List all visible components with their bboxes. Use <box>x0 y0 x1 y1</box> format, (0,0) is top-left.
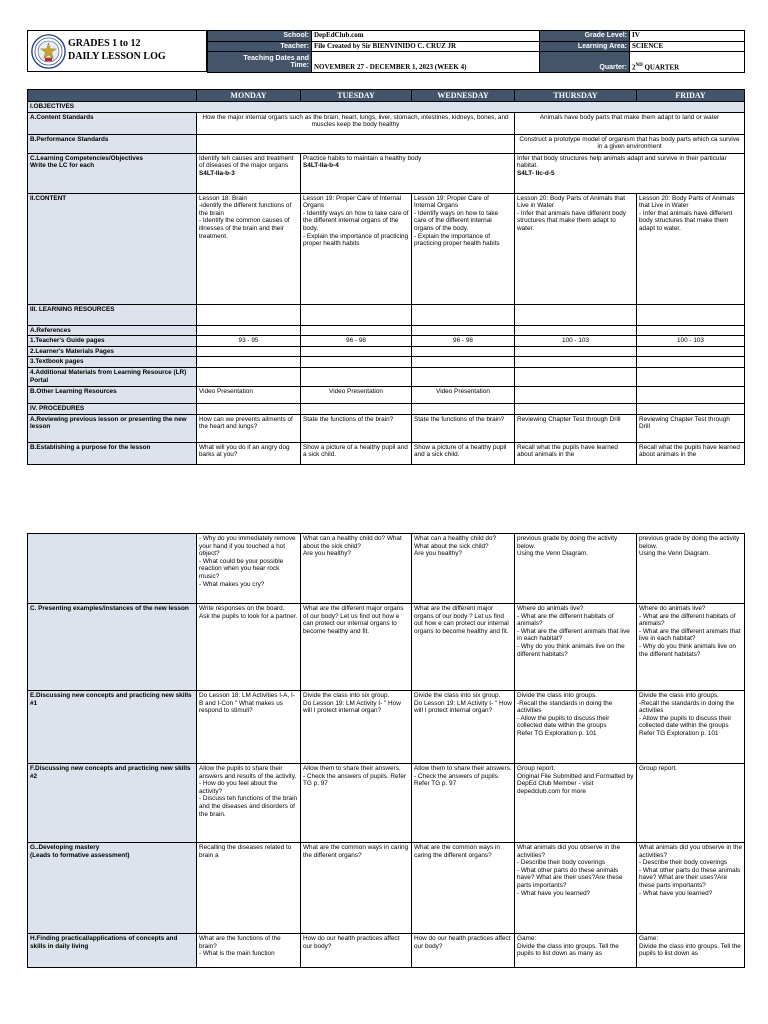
cell-empty <box>301 346 412 357</box>
row-label-textbook: 3.Textbook pages <box>28 357 197 368</box>
competencies-thu-fri-code: S4LT- IIc-d-5 <box>517 169 555 177</box>
discussing1-monday: Do Lesson 18: LM Activities I-A, I-B and I-Con " What makes us respond to stimuli? <box>197 691 301 764</box>
teaching-dates-label <box>208 52 312 73</box>
practical-monday: What are the functions of the brain? - What is the main function <box>197 934 301 968</box>
performance-standards-thu-fri: Construct a prototype model of organism that has body parts which ca survive in a given environment <box>515 134 745 153</box>
content-wednesday: Lesson 19: Proper Care of Internal Organs - Identify ways on how to take care of the different internal organs of the body. - Explain the importance of practicing proper health habits <box>412 193 515 304</box>
competencies-tue-wed <box>301 153 515 193</box>
learning-area-value: SCIENCE <box>630 41 745 52</box>
cell-empty <box>515 304 637 325</box>
tg-pages-wednesday: 96 - 98 <box>412 336 515 347</box>
row-label-references: A.References <box>28 325 197 336</box>
header-title-block <box>27 30 207 72</box>
cell-empty <box>197 357 301 368</box>
competencies-tue-wed-code: S4LT-IIa-b-4 <box>303 162 339 170</box>
reviewing-wednesday: State the functions of the brain? <box>412 414 515 442</box>
lesson-log-table-page1 <box>27 89 745 465</box>
learning-area-label: Learning Area: <box>540 41 630 52</box>
cell-empty <box>637 346 745 357</box>
teaching-dates-value: NOVEMBER 27 - DECEMBER 1, 2023 (WEEK 4) <box>312 52 540 73</box>
row-label-discussing-1: E.Discussing new concepts and practicing new skills #1 <box>28 691 197 764</box>
discussing2-monday: Allow the pupils to share their answers and results of the activity. - How do you feel about the activity? - Discuss teh functions of the brain and the diseases and disorders of the brain. <box>197 764 301 843</box>
content-standards-mon-wed: How the major internal organs such as the brain, heart, lungs, liver, stomach, intestines, kidneys, bones, and muscles keep the body healthy <box>197 112 515 134</box>
purpose-wednesday: Show a picture of a healthy pupil and a sick child. <box>412 442 515 464</box>
row-label-teachers-guide: 1.Teacher's Guide pages <box>28 336 197 347</box>
presenting-tuesday: What are the different major organs of our body? Let us find out how e can protect our internal organs to become healthy and fit. <box>301 604 412 691</box>
row-label-presenting-examples: C. Presenting examples/instances of the new lesson <box>28 604 197 691</box>
mastery-thursday: What animals did you observe in the activities? - Describe their body coverings - What other parts do these animals have? What are their uses?Are these parts importants? - What have you learned? <box>515 843 637 934</box>
row-label-reviewing: A.Reviewing previous lesson or presenting the new lesson <box>28 414 197 442</box>
mastery-monday: Recalling the diseases related to brain a <box>197 843 301 934</box>
content-monday: Lesson 18: Brain -identify the different functions of the brain - Identify the common causes of illnesses of the brain and their treatment. <box>197 193 301 304</box>
competencies-monday-text: Identify teh causes and treatment of diseases of the major organs <box>199 154 294 170</box>
purpose-cont-tuesday: What can a healthy child do? What about the sick child? Are you healthy? <box>301 534 412 604</box>
other-resources-tuesday: Video Presentation <box>301 386 412 403</box>
content-standards-thu-fri: Animals have body parts that make them adapt to land or water <box>515 112 745 134</box>
purpose-thursday: Recall what the pupils have learned about animals in the <box>515 442 637 464</box>
practical-thursday: Game: Divide the class into groups. Tell the pupils to list down as many as <box>515 934 637 968</box>
quarter-label: Quarter: <box>540 52 630 73</box>
row-label-practical-applications: H.Finding practical/applications of concepts and skills in daily living <box>28 934 197 968</box>
tg-pages-monday: 93 - 95 <box>197 336 301 347</box>
reviewing-thursday: Reviewing Chapter Test through Drill <box>515 414 637 442</box>
performance-standards-mon-wed <box>197 134 515 153</box>
competencies-thu-fri <box>515 153 745 193</box>
purpose-cont-friday: previous grade by doing the activity below. Using the Venn Diagram. <box>637 534 745 604</box>
day-header-friday: FRIDAY <box>637 90 745 102</box>
cell-empty <box>637 386 745 403</box>
content-thursday: Lesson 20: Body Parts of Animals that Live in Water - Infer that animals have different body structures that make them adapt to water. <box>515 193 637 304</box>
mastery-label-line2: (Leads to formative assessment) <box>30 851 130 859</box>
tg-pages-tuesday: 96 - 98 <box>301 336 412 347</box>
cell-empty <box>301 403 412 414</box>
cell-empty <box>515 325 637 336</box>
cell-empty <box>515 357 637 368</box>
quarter-word: QUARTER <box>642 63 680 71</box>
day-header-blank <box>28 90 197 102</box>
content-friday: Lesson 20: Body Parts of Animals that Live in Water - Infer that animals have different body structures that make them adapt to water. <box>637 193 745 304</box>
teacher-label: Teacher: <box>208 41 312 52</box>
cell-empty <box>197 403 301 414</box>
practical-friday: Game: Divide the class into groups. Tell the pupils to list down as <box>637 934 745 968</box>
discussing2-friday: Group report. <box>637 764 745 843</box>
school-label: School: <box>208 31 312 42</box>
discussing1-tuesday: Divide the class into six group. Do Lesson 19: LM Activity I- " How will I protect internal organ? <box>301 691 412 764</box>
discussing2-wednesday: Allow them to share their answers. - Check the answers of pupils. Refer TG p. 97 <box>412 764 515 843</box>
discussing2-thursday: Group report. Original File Submitted and Formatted by DepEd Club Member - visit depedclub.com for more <box>515 764 637 843</box>
row-label-content: II.CONTENT <box>28 193 197 304</box>
quarter-value <box>630 52 745 73</box>
row-label-content-standards: A.Content Standards <box>28 112 197 134</box>
competencies-thu-fri-text: Infer that body structures help animals adapt and survive in their particular habitat. <box>517 154 727 170</box>
day-header-thursday: THURSDAY <box>515 90 637 102</box>
mastery-label-line1: G..Developing mastery <box>30 844 100 851</box>
row-label-competencies <box>28 153 197 193</box>
mastery-tuesday: What are the common ways in caring the different organs? <box>301 843 412 934</box>
header-info-table <box>207 30 745 73</box>
purpose-cont-thursday: previous grade by doing the activity below. Using the Venn Diagram. <box>515 534 637 604</box>
mastery-wednesday: What are the common ways in caring the different organs? <box>412 843 515 934</box>
cell-empty <box>301 325 412 336</box>
cell-empty <box>197 346 301 357</box>
mastery-friday: What animals did you observe in the activities? - Describe their body coverings - What other parts do these animals have? What are their uses?Are these parts importants? - What have you learned? <box>637 843 745 934</box>
discussing1-friday: Divide the class into groups. -Recall the standards in doing the activities - Allow the pupils to discuss their collected date within the groups Refer TG Exploration p. 101 <box>637 691 745 764</box>
discussing1-wednesday: Divide the class into six group. Do Lesson 19: LM Activity I- " How will I protect internal organ? <box>412 691 515 764</box>
row-label-discussing-2: F.Discussing new concepts and practicing new skills #2 <box>28 764 197 843</box>
reviewing-friday: Reviewing Chapter Test through Drill <box>637 414 745 442</box>
quarter-suffix: ND <box>635 62 643 68</box>
grade-level-label: Grade Level: <box>540 31 630 42</box>
cell-empty <box>301 367 412 386</box>
day-header-wednesday: WEDNESDAY <box>412 90 515 102</box>
cell-empty <box>197 304 301 325</box>
purpose-cont-monday: - Why do you immediately remove your hand if you touched a hot object? - What could be your possible reaction when you hear rock music? - What makes you cry? <box>197 534 301 604</box>
section-objectives: I.OBJECTIVES <box>28 102 745 113</box>
cell-empty <box>515 367 637 386</box>
cell-empty <box>412 346 515 357</box>
competencies-monday <box>197 153 301 193</box>
practical-tuesday: How do our health practices affect our body? <box>301 934 412 968</box>
row-label-learning-resources: III. LEARNING RESOURCES <box>28 304 197 325</box>
cell-empty <box>301 357 412 368</box>
teaching-dates-label-line1: Teaching Dates and <box>243 54 309 62</box>
cell-empty <box>412 357 515 368</box>
cell-empty <box>515 403 637 414</box>
tg-pages-friday: 100 - 103 <box>637 336 745 347</box>
cell-empty <box>301 304 412 325</box>
cell-empty <box>637 357 745 368</box>
competencies-tue-wed-text: Practice habits to maintain a healthy body <box>303 154 422 162</box>
header-title <box>68 37 166 63</box>
cell-empty <box>197 325 301 336</box>
header-title-grades: GRADES 1 to 12 <box>68 38 141 49</box>
header-title-log: DAILY LESSON LOG <box>68 51 166 62</box>
row-label-other-resources: B.Other Learning Resources <box>28 386 197 403</box>
row-label-additional-materials: 4.Additional Materials from Learning Resource (LR) Portal <box>28 367 197 386</box>
content-tuesday: Lesson 19: Proper Care of Internal Organs - Identify ways on how to take care of the different internal organs of the body. - Explain the importance of practicing proper health habits <box>301 193 412 304</box>
cell-empty <box>637 403 745 414</box>
purpose-monday: What will you do if an angry dog barks at you? <box>197 442 301 464</box>
teaching-dates-label-line2: Time: <box>290 62 309 69</box>
presenting-wednesday: What are the different major organs of our body ? Let us find out how e can protect our internal organs to become healthy and fit. <box>412 604 515 691</box>
row-label-purpose: B.Establishing a purpose for the lesson <box>28 442 197 464</box>
cell-empty <box>515 346 637 357</box>
cell-empty <box>412 304 515 325</box>
grade-level-value: IV <box>630 31 745 42</box>
row-label-developing-mastery <box>28 843 197 934</box>
day-header-monday: MONDAY <box>197 90 301 102</box>
presenting-monday: Write responses on the board. Ask the pupils to look for a partner. <box>197 604 301 691</box>
row-label-learners-materials: 2.Learner's Materials Pages <box>28 346 197 357</box>
cell-empty <box>412 367 515 386</box>
presenting-friday: Where do animals live? - What are the different habitats of animals? - What are the different animals that live in each habitat? - Why do you think animals live on the different habitats? <box>637 604 745 691</box>
quarter-number: 2 <box>632 63 636 71</box>
discussing1-thursday: Divide the class into groups. -Recall the standards in doing the activities - Allow the pupils to discuss their collected date within the groups Refer TG Exploration p. 101 <box>515 691 637 764</box>
competencies-monday-code: S4LT-IIa-b-3 <box>199 169 235 177</box>
cell-empty <box>412 325 515 336</box>
cell-empty <box>637 304 745 325</box>
discussing2-tuesday: Allow them to share their answers. - Check the answers of pupils. Refer TG p. 97 <box>301 764 412 843</box>
row-label-purpose-continued <box>28 534 197 604</box>
presenting-thursday: Where do animals live? - What are the different habitats of animals? - What are the different animals that live in each habitat? - Why do you think animals live on the different habitats? <box>515 604 637 691</box>
school-value: DepEdClub.com <box>312 31 540 42</box>
reviewing-tuesday: State the functions of the brain? <box>301 414 412 442</box>
cell-empty <box>412 403 515 414</box>
row-label-performance-standards: B.Performance Standards <box>28 134 197 153</box>
teacher-value: File Created by Sir BIENVINIDO C. CRUZ JR <box>312 41 540 52</box>
deped-seal-logo <box>31 34 66 69</box>
day-header-tuesday: TUESDAY <box>301 90 412 102</box>
tg-pages-thursday: 100 - 103 <box>515 336 637 347</box>
practical-wednesday: How do our health practices affect our body? <box>412 934 515 968</box>
competencies-label-line2: Write the LC for each <box>30 162 95 170</box>
purpose-friday: Recall what the pupils have learned about animals in the <box>637 442 745 464</box>
row-label-procedures: IV. PROCEDURES <box>28 403 197 414</box>
lesson-log-header <box>27 30 744 72</box>
reviewing-monday: How can we prevents ailments of the heart and lungs? <box>197 414 301 442</box>
cell-empty <box>637 325 745 336</box>
competencies-label-line1: C.Learning Competencies/Objectives <box>30 154 143 162</box>
other-resources-monday: Video Presentation <box>197 386 301 403</box>
other-resources-wednesday: Video Presentation <box>412 386 515 403</box>
purpose-tuesday: Show a picture of a healthy pupil and a sick child. <box>301 442 412 464</box>
cell-empty <box>197 367 301 386</box>
lesson-log-table-page2 <box>27 533 745 968</box>
cell-empty <box>637 367 745 386</box>
purpose-cont-wednesday: What can a healthy child do? What about the sick child? Are you healthy? <box>412 534 515 604</box>
cell-empty <box>515 386 637 403</box>
